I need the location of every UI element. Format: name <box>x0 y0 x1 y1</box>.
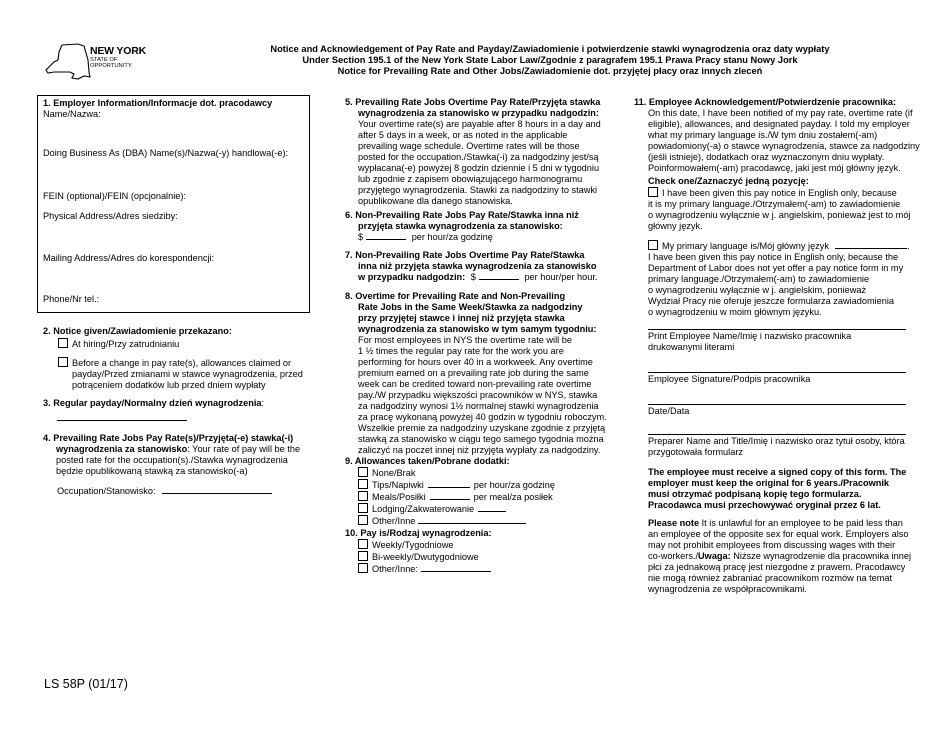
copy-notice <box>648 467 918 511</box>
text-line: prevailing wage schedule. Overtime rates will be those <box>358 141 580 151</box>
text-line: (jeśli istnieje), dodatkach oraz wyznaczonym dniu wypłaty. <box>648 152 885 162</box>
text-line: may not prohibit employees from discussing wages with their <box>648 540 896 550</box>
text-line: 1 ½ times the regular pay rate for the work you are <box>358 346 564 356</box>
logo-line2: STATE OF <box>90 57 118 63</box>
allowance-lodging-option[interactable]: Lodging/Zakwaterowanie <box>358 503 615 515</box>
text-line: For most employees in NYS the overtime rate will be <box>358 335 572 345</box>
text-line: przy przyjętej stawce i innej niż przyjęta stawka <box>358 313 565 323</box>
text-line: zaliczyć na poczet innej niż przyjęta wypłaty za nadgodziny. <box>358 445 601 455</box>
text-line: musi otrzymać podpisaną kopię tego formularza. <box>648 489 862 499</box>
occupation-field[interactable]: Occupation/Stanowisko: <box>57 486 272 497</box>
print-name-line[interactable] <box>648 329 906 330</box>
signature-label: Employee Signature/Podpis pracownika <box>648 374 811 384</box>
employer-name-field[interactable]: Name/Nazwa: <box>43 109 101 119</box>
checkbox[interactable] <box>358 503 368 513</box>
text-line: za nadgodziny wynosi 1½ normalnej stawki wynagrodzenia <box>358 401 599 411</box>
payday-line[interactable] <box>57 420 187 421</box>
pay-biweekly-option[interactable]: Bi-weekly/Dwutygodniowe <box>358 551 615 563</box>
section8 <box>345 291 620 456</box>
new-york-state-outline-icon <box>44 42 92 82</box>
section10: 10. Pay is/Rodzaj wynagrodzenia: Weekly/Tygodniowe Bi-weekly/Dwutygodniowe Other/Inne: <box>345 528 615 575</box>
please-note: Please note It is unlawful for an employee to be paid less than an employee of the opposite sex for equal work. Employers also may not prohibit employees from discussing wages with their co-workers./Uwaga: Niższe wynagrodzenie dla pracownika innej płci za jednakową pracę jest niezgodne z prawem. Pracodawcy nie mogą również zabraniać pracownikom rozmów na temat wynagrodzenia ze współpracownikami. <box>648 518 923 595</box>
checkbox[interactable] <box>358 551 368 561</box>
text-line: wynagrodzenia ze współpracownikami. <box>648 584 807 594</box>
text-line: premium earned on a prevailing rate job during the same <box>358 368 589 378</box>
checkbox[interactable] <box>358 563 368 573</box>
text-line: Department of Labor does not yet offer a pay notice form in my <box>648 263 904 273</box>
text-line: I have been given this pay notice in English only, because the <box>648 252 899 262</box>
text-line: 8. Overtime for Prevailing Rate and Non-Prevailing <box>345 291 566 301</box>
language-check: Check one/Zaznaczyć jedną pozycję: I have been given this pay notice in English only, because it is my primary language./Otrzymałem(-am) to zawiadomienie o wynagrodzeniu wyłącznie w j. angielskim, ponieważ jest to mój główny język. My primary language is/Mój główny język . I have been given this pay notice in English only, because the Department of Labor does not yet offer a pay notice form in my primary language./Otrzymałem(-am) to zawiadomienie o wynagrodzeniu wyłącznie w j. angielskim, ponieważ Wydział Pracy nie oferuje jeszcze formularza zawiadomienia o wynagrodzeniu w moim głównym języku. <box>648 176 918 318</box>
checkbox[interactable] <box>358 467 368 477</box>
logo-line1: NEW YORK <box>90 45 146 57</box>
text-line: employer must keep the original for 6 years./Pracownik <box>648 478 890 488</box>
section6: 6. Non-Prevailing Rate Jobs Pay Rate/Stawka inna niż przyjęta stawka wynagrodzenia za stanowisko: $ per hour/za godzinę <box>345 210 615 243</box>
text-line: płci za jednakową pracę jest niezgodne z prawem. Pracodawcy <box>648 562 906 572</box>
section9: 9. Allowances taken/Pobrane dodatki: None/Brak Tips/Napiwki per hour/za godzinę Meals/Posiłki per meal/za posiłek Lodging/Zakwaterowanie Other/Inne <box>345 456 615 527</box>
text-line: Wydział Pracy nie oferuje jeszcze formularza zawiadomienia <box>648 296 895 306</box>
checkbox[interactable] <box>648 187 658 197</box>
allowance-meals-option[interactable]: Meals/Posiłki per meal/za posiłek <box>358 491 615 503</box>
form-id: LS 58P (01/17) <box>44 677 128 691</box>
dba-field[interactable]: Doing Business As (DBA) Name(s)/Nazwa(-y) handlowa(-e): <box>43 148 289 158</box>
section2-title: 2. Notice given/Zawiadomienie przekazano: <box>43 326 232 336</box>
section11: 11. Employee Acknowledgement/Potwierdzenie pracownika: On this date, I have been notified of my pay rate, overtime rate (if eligible), allowances, and designated payday. I told my employer what my primary language is./W tym dniu zostałem(-am) powiadomiony(-a) o stawce wynagrodzenia, stawce za nadgodziny (jeśli istnieje), dodatkach oraz wyznaczonym dniu wypłaty. Poinformowałem(-am) pracodawcę, jaki jest mój główny język. <box>634 97 920 173</box>
checkbox[interactable] <box>358 515 368 525</box>
header <box>175 44 925 77</box>
non-prevailing-rate-field[interactable]: $ per hour/za godzinę <box>358 232 493 242</box>
allowance-other-option[interactable]: Other/Inne <box>358 515 615 527</box>
header-line1: Notice and Acknowledgement of Pay Rate and Payday/Zawiadomienie i potwierdzenie stawki wynagrodzenia oraz daty wypłaty <box>270 44 830 54</box>
checkbox[interactable] <box>58 338 68 348</box>
english-primary-option[interactable]: I have been given this pay notice in English only, because it is my primary language./Otrzymałem(-am) to zawiadomienie o wynagrodzeniu wyłącznie w j. angielskim, ponieważ jest to mój główny język. <box>648 187 918 232</box>
text-line: primary language./Otrzymałem(-am) to zawiadomienie <box>648 274 870 284</box>
text-line: Your overtime rate(s) are payable after 8 hours in a day and <box>358 119 601 129</box>
text-line: stawką za stanowisko w ciągu tego samego tygodnia można <box>358 434 604 444</box>
fein-field[interactable]: FEIN (optional)/FEIN (opcjonalnie): <box>43 191 186 201</box>
allowance-none-option[interactable]: None/Brak <box>358 467 615 479</box>
checkbox[interactable] <box>358 539 368 549</box>
section7: 7. Non-Prevailing Rate Jobs Overtime Pay Rate/Stawka inna niż przyjęta stawka wynagrodzenia za stanowisko w przypadku nadgodzin: $ per hour/per hour. <box>345 250 615 283</box>
nys-logo <box>44 42 154 84</box>
non-prevailing-overtime-field[interactable]: w przypadku nadgodzin: $ per hour/per hour. <box>358 272 598 282</box>
text-line: wypłacana(-e) powyżej 8 godzin dziennie i 5 dni w tygodniu <box>358 163 600 173</box>
preparer-label: Preparer Name and Title/Imię i nazwisko oraz tytuł osoby, która przygotowała formularz <box>648 436 905 457</box>
checkbox[interactable] <box>648 240 658 250</box>
header-line3: Notice for Prevailing Rate and Other Jobs/Zawiadomienie dot. przyjętej płacy oraz innych zleceń <box>337 66 763 76</box>
pay-weekly-option[interactable]: Weekly/Tygodniowe <box>358 539 615 551</box>
text-line: nie mogą również zabraniać pracownikom rozmów na temat <box>648 573 893 583</box>
checkbox[interactable] <box>358 479 368 489</box>
text-line: Pracodawca musi przechowywać oryginał przez 6 lat. <box>648 500 881 510</box>
text-line: o wynagrodzeniu w moim głównym języku. <box>648 307 822 317</box>
section5: 5. Prevailing Rate Jobs Overtime Pay Rate/Przyjęta stawka wynagrodzenia za stanowisko w przypadku nadgodzin: Your overtime rate(s) are payable after 8 hours in a day and after 5 days in a week, or as noted in the applicable prevailing wage schedule. Overtime rates will be those posted for the occupation./Stawka(-i) za nadgodziny jest/są wypłacana(-e) powyżej 8 godzin dziennie i 5 dni w tygodniu lub zgodnie z zapisem obowiązującego harmonogramu przyjętego wynagrodzenia. Stawki za nadgodziny to stawki opublikowane dla danego stanowiska. <box>345 97 615 207</box>
date-label: Date/Data <box>648 406 690 416</box>
text-line: an employee of the opposite sex for equal work. Employers also <box>648 529 909 539</box>
checkbox[interactable] <box>358 491 368 501</box>
phone-field[interactable]: Phone/Nr tel.: <box>43 294 100 304</box>
text-line: przyjętego wynagrodzenia. Stawki za nadgodziny to stawki <box>358 185 598 195</box>
text-line: opublikowane dla danego stanowiska. <box>358 196 513 206</box>
text-line: after 5 days in a week, or as noted in the applicable <box>358 130 568 140</box>
text-line: Poinformowałem(-am) pracodawcę, jaki jest mój główny język. <box>648 163 901 173</box>
text-line: The employee must receive a signed copy of this form. The <box>648 467 907 477</box>
checkbox[interactable] <box>58 357 68 367</box>
pay-other-option[interactable]: Other/Inne: <box>358 563 615 575</box>
text-line: On this date, I have been notified of my pay rate, overtime rate (if <box>648 108 913 118</box>
date-line[interactable] <box>648 404 906 405</box>
text-line: o wynagrodzeniu wyłącznie w j. angielskim, ponieważ <box>648 285 867 295</box>
text-line: eligible), allowances, and designated payday. I told my employer <box>648 119 910 129</box>
text-line: posted for the occupation./Stawka(-i) za nadgodziny jest/są <box>358 152 599 162</box>
text-line: główny język. <box>648 221 703 231</box>
text-line: it is my primary language./Otrzymałem(-am) to zawiadomienie <box>648 199 901 209</box>
section4: 4. Prevailing Rate Jobs Pay Rate(s)/Przyjęta(-e) stawka(-i) wynagrodzenia za stanowisko: Your rate of pay will be the posted rate for the occupation(s)./Stawka wynagrodzenia będzie opublikowaną stawką za stanowisko(-a) <box>43 433 301 476</box>
physical-address-field[interactable]: Physical Address/Adres siedziby: <box>43 211 178 221</box>
text-line: Wszelkie premie za nadgodziny uzyskane zgodnie z przyjętą <box>358 423 606 433</box>
notice-at-hiring-option[interactable]: At hiring/Przy zatrudnianiu <box>58 338 179 350</box>
text-line: lub zgodnie z zapisem obowiązującego harmonogramu <box>358 174 583 184</box>
text-line: wynagrodzenia za stanowisko w tym samym tygodniu: <box>358 324 597 334</box>
allowance-tips-option[interactable]: Tips/Napiwki per hour/za godzinę <box>358 479 615 491</box>
text-line: pay./W przypadku większości pracowników w NYS, stawka <box>358 390 598 400</box>
text-line: week can be credited toward non-prevailing rate overtime <box>358 379 592 389</box>
print-name-label: Print Employee Name/Imię i nazwisko pracownika drukowanymi literami <box>648 331 852 352</box>
employer-info-box <box>37 95 310 313</box>
section1-title: 1. Employer Information/Informacje dot. pracodawcy <box>43 98 273 108</box>
logo-line3: OPPORTUNITY. <box>90 63 133 69</box>
other-language-option[interactable]: My primary language is/Mój główny język . I have been given this pay notice in English only, because the Department of Labor does not yet offer a pay notice form in my primary language./Otrzymałem(-am) to zawiadomienie o wynagrodzeniu wyłącznie w j. angielskim, ponieważ Wydział Pracy nie oferuje jeszcze formularza zawiadomienia o wynagrodzeniu w moim głównym języku. <box>648 240 918 318</box>
text-line: Rate Jobs in the Same Week/Stawka za nadgodziny <box>358 302 583 312</box>
signature-line[interactable] <box>648 372 906 373</box>
text-line: o wynagrodzeniu wyłącznie w j. angielskim, ponieważ jest to mój <box>648 210 911 220</box>
notice-before-change-option[interactable]: Before a change in pay rate(s), allowances claimed or payday/Przed zmianami w stawce wynagrodzenia, przed potrąceniem dodatków lub przed dniem wypłaty <box>58 357 303 391</box>
mailing-address-field[interactable]: Mailing Address/Adres do korespondencji: <box>43 253 215 263</box>
section3-title: 3. Regular payday/Normalny dzień wynagrodzenia: <box>43 398 265 408</box>
header-line2: Under Section 195.1 of the New York State Labor Law/Zgodnie z paragrafem 195.1 Prawa Pracy stanu Nowy Jork <box>302 55 798 65</box>
text-line: performing for hours over 40 in a workweek. Any overtime <box>358 357 593 367</box>
text-line: za pracę wykonaną powyżej 40 godzin w tygodniu roboczym. <box>358 412 607 422</box>
preparer-line[interactable] <box>648 434 906 435</box>
text-line: what my primary language is./W tym dniu zostałem(-am) <box>648 130 878 140</box>
text-line: powiadomiony(-a) o stawce wynagrodzenia, stawce za nadgodziny <box>648 141 920 151</box>
